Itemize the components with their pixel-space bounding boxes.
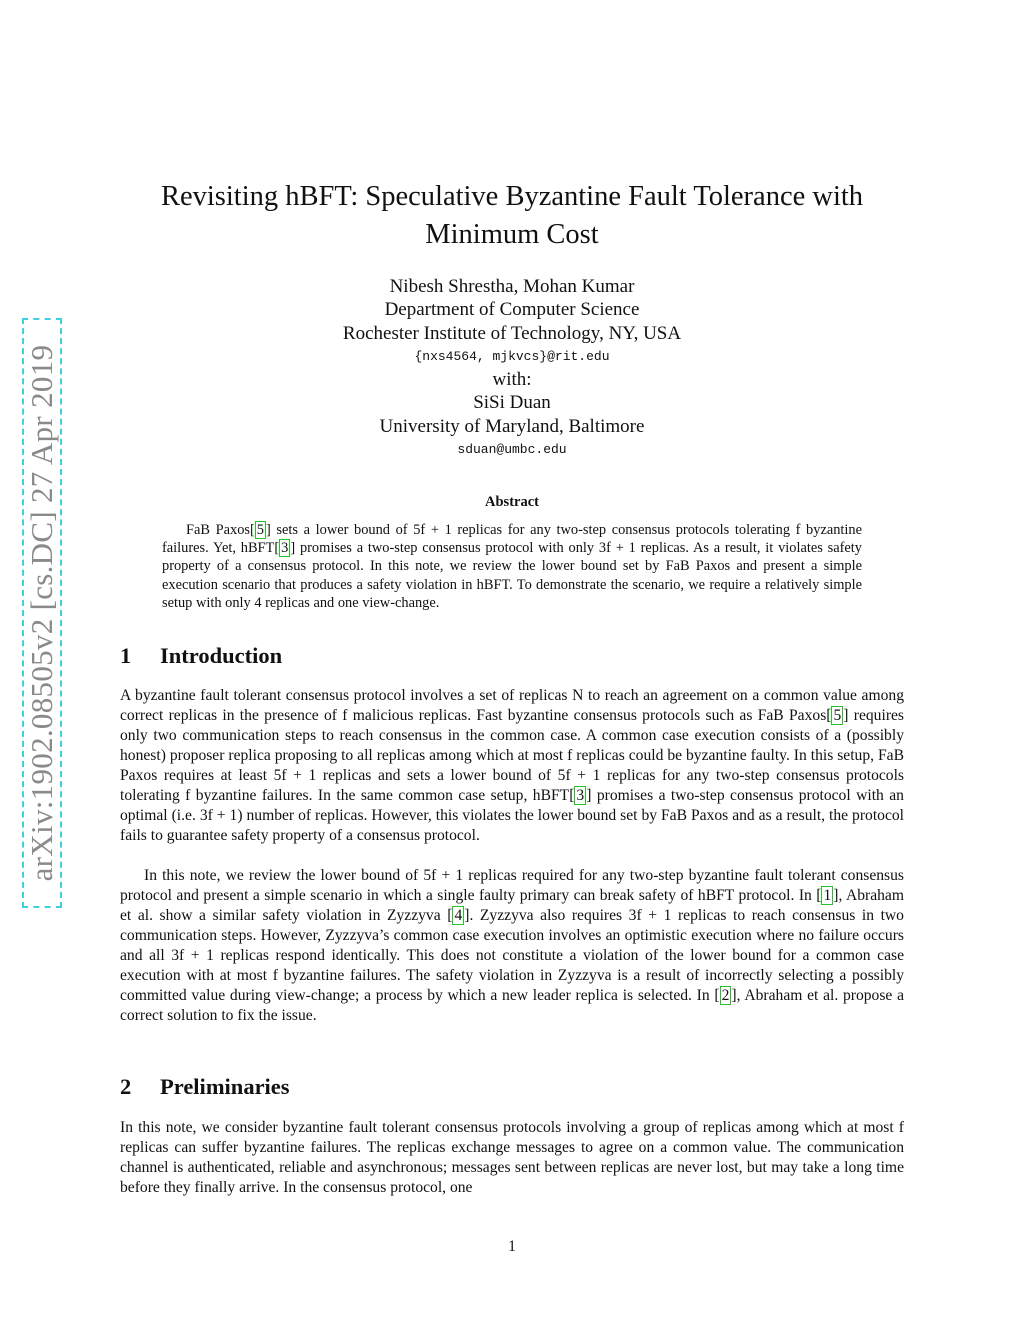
author-email-rit: {nxs4564, mjkvcs}@rit.edu bbox=[414, 348, 610, 364]
citation-link-3[interactable]: 3 bbox=[281, 540, 289, 557]
paragraph-text: , Abraham et al. propose a correct solution to fix the issue. bbox=[120, 987, 904, 1024]
citation-link-5[interactable]: 5 bbox=[833, 707, 842, 724]
page-number: 1 bbox=[508, 1238, 516, 1255]
author-institution: Rochester Institute of Technology, NY, USA bbox=[342, 322, 682, 344]
citation-link-2[interactable]: 2 bbox=[721, 987, 730, 1004]
section-heading-preliminaries bbox=[120, 1074, 290, 1100]
section-heading-introduction bbox=[120, 643, 282, 669]
paragraph-text: . Zyzzyva also requires 3f + 1 replicas to reach consensus in two communication steps. However, Zyzzyva’s common case execution involves an optimistic execution where no failure occurs and all 3f + 1 replicas respond identically. This does not constitute a violation of the lower bound for a common case execution with at most f byzantine failures. The safety violation in Zyzzyva is a result of incorrectly selecting a possibly committed value during view-change; a process by which a new leader replica is selected. In bbox=[120, 907, 904, 1004]
arxiv-stamp bbox=[22, 318, 62, 908]
section-number: 2 bbox=[120, 1074, 132, 1099]
abstract-heading: Abstract bbox=[485, 494, 539, 510]
author-with: with: bbox=[492, 369, 532, 391]
coauthor-email: sduan@umbc.edu bbox=[457, 442, 567, 458]
citation-link-1[interactable]: 1 bbox=[823, 887, 832, 904]
section-title: Introduction bbox=[160, 643, 283, 668]
paragraph-text: promises a two-step consensus protocol with an optimal (i.e. 3f + 1) number of replicas. However, this violates the lower bound set by FaB Paxos and as a result, the protocol fails to guarantee safety property of a consensus protocol. bbox=[120, 787, 904, 844]
paragraph-text: , Abraham et al. show a similar safety violation in Zyzzyva bbox=[120, 887, 904, 924]
citation-link-5[interactable]: 5 bbox=[256, 522, 264, 538]
paragraph-text: A byzantine fault tolerant consensus protocol involves a set of replicas N to reach an agreement on a common value among correct replicas in the presence of f malicious replicas. Fast byzantine consensus protocols such as FaB Paxos bbox=[120, 687, 904, 724]
abstract-text: sets a lower bound of 5f + 1 replicas for any two-step consensus protocols tolerating f byzantine failures. Yet, hBFT bbox=[162, 522, 862, 557]
paper-title: Revisiting hBFT: Speculative Byzantine Fault Tolerance with Minimum Cost bbox=[160, 181, 864, 250]
paragraph-text: In this note, we review the lower bound of 5f + 1 replicas required for any two-step byzantine fault tolerant consensus protocol and present a simple scenario in which a single faulty primary can break safety of hBFT protocol. In bbox=[120, 867, 904, 904]
author-block bbox=[120, 275, 904, 461]
paragraph-text: requires only two communication steps to reach consensus in the common case. A common case execution consists of a (possibly honest) proposer replica proposing to all replicas among which at most f replicas could be byzantine faulty. In this setup, FaB Paxos requires at least 5f + 1 replicas and sets a lower bound of 5f + 1 replicas for any two-step consensus protocols tolerating f byzantine failures. In the same common case setup, hBFT bbox=[120, 707, 904, 804]
coauthor-name: SiSi Duan bbox=[473, 392, 551, 414]
abstract-body: FaB Paxos[ 5 ] sets a lower bound of 5f + 1 replicas for any two-step consensus protocols tolerating f byzantine failures. Yet, hBFT[ 3 ] promises a two-step consensus protocol with only 3f + 1 replicas. As a result, it violates safety property of a consensus protocol. In this note, we review the lower bound set by FaB Paxos and present a simple execution scenario that produces a safety violation in hBFT. To demonstrate the scenario, we require a relatively simple setup with only 4 replicas and one view-change. bbox=[162, 522, 863, 611]
preliminaries-paragraph-1: In this note, we consider byzantine fault tolerant consensus protocols involving a group of replicas among which at most f replicas can suffer byzantine failures. The replicas exchange messages to agree on a common value. The communication channel is authenticated, reliable and asynchronous; messages sent between replicas are never lost, but may take a long time before they finally arrive. In the consensus protocol, one bbox=[120, 1119, 904, 1196]
section-number: 1 bbox=[120, 643, 132, 668]
coauthor-institution: University of Maryland, Baltimore bbox=[379, 415, 645, 437]
abstract-text: FaB Paxos bbox=[186, 522, 250, 538]
arxiv-id: arXiv:1902.08505v2 [cs.DC] 27 Apr 2019 bbox=[24, 344, 59, 882]
author-department: Department of Computer Science bbox=[384, 299, 640, 321]
citation-link-3[interactable]: 3 bbox=[576, 787, 585, 804]
abstract-text: promises a two-step consensus protocol with only 3f + 1 replicas. As a result, it violates safety property of a consensus protocol. In this note, we review the lower bound set by FaB Paxos and present a simple execution scenario that produces a safety violation in hBFT. To demonstrate the scenario, we require a relatively simple setup with only 4 replicas and one view-change. bbox=[162, 540, 863, 611]
author-names: Nibesh Shrestha, Mohan Kumar bbox=[389, 276, 635, 297]
section-title: Preliminaries bbox=[160, 1074, 290, 1099]
citation-link-4[interactable]: 4 bbox=[454, 907, 463, 924]
intro-paragraph-1: A byzantine fault tolerant consensus protocol involves a set of replicas N to reach an agreement on a common value among correct replicas in the presence of f malicious replicas. Fast byzantine consensus protocols such as FaB Paxos[ 5 ] requires only two communication steps to reach consensus in the common case. A common case execution consists of a (possibly honest) proposer replica proposing to all replicas among which at most f replicas could be byzantine faulty. In this setup, FaB Paxos requires at least 5f + 1 replicas and sets a lower bound of 5f + 1 replicas for any two-step consensus protocols tolerating f byzantine failures. In the same common case setup, hBFT[ 3 ] promises a two-step consensus protocol with an optimal (i.e. 3f + 1) number of replicas. However, this violates the lower bound set by FaB Paxos and as a result, the protocol fails to guarantee safety property of a consensus protocol. bbox=[120, 687, 904, 844]
intro-paragraph-2: In this note, we review the lower bound of 5f + 1 replicas required for any two-step byzantine fault tolerant consensus protocol and present a simple scenario in which a single faulty primary can break safety of hBFT protocol. In [ 1 ], Abraham et al. show a similar safety violation in Zyzzyva [ 4 ]. Zyzzyva also requires 3f + 1 replicas to reach consensus in two communication steps. However, Zyzzyva’s common case execution involves an optimistic execution where no failure occurs and all 3f + 1 replicas respond identically. This does not constitute a violation of the lower bound for a common case execution with at most f byzantine failures. The safety violation in Zyzzyva is a result of incorrectly selecting a possibly committed value during view-change; a process by which a new leader replica is selected. In [ 2 ], Abraham et al. propose a correct solution to fix the issue. bbox=[120, 867, 904, 1024]
